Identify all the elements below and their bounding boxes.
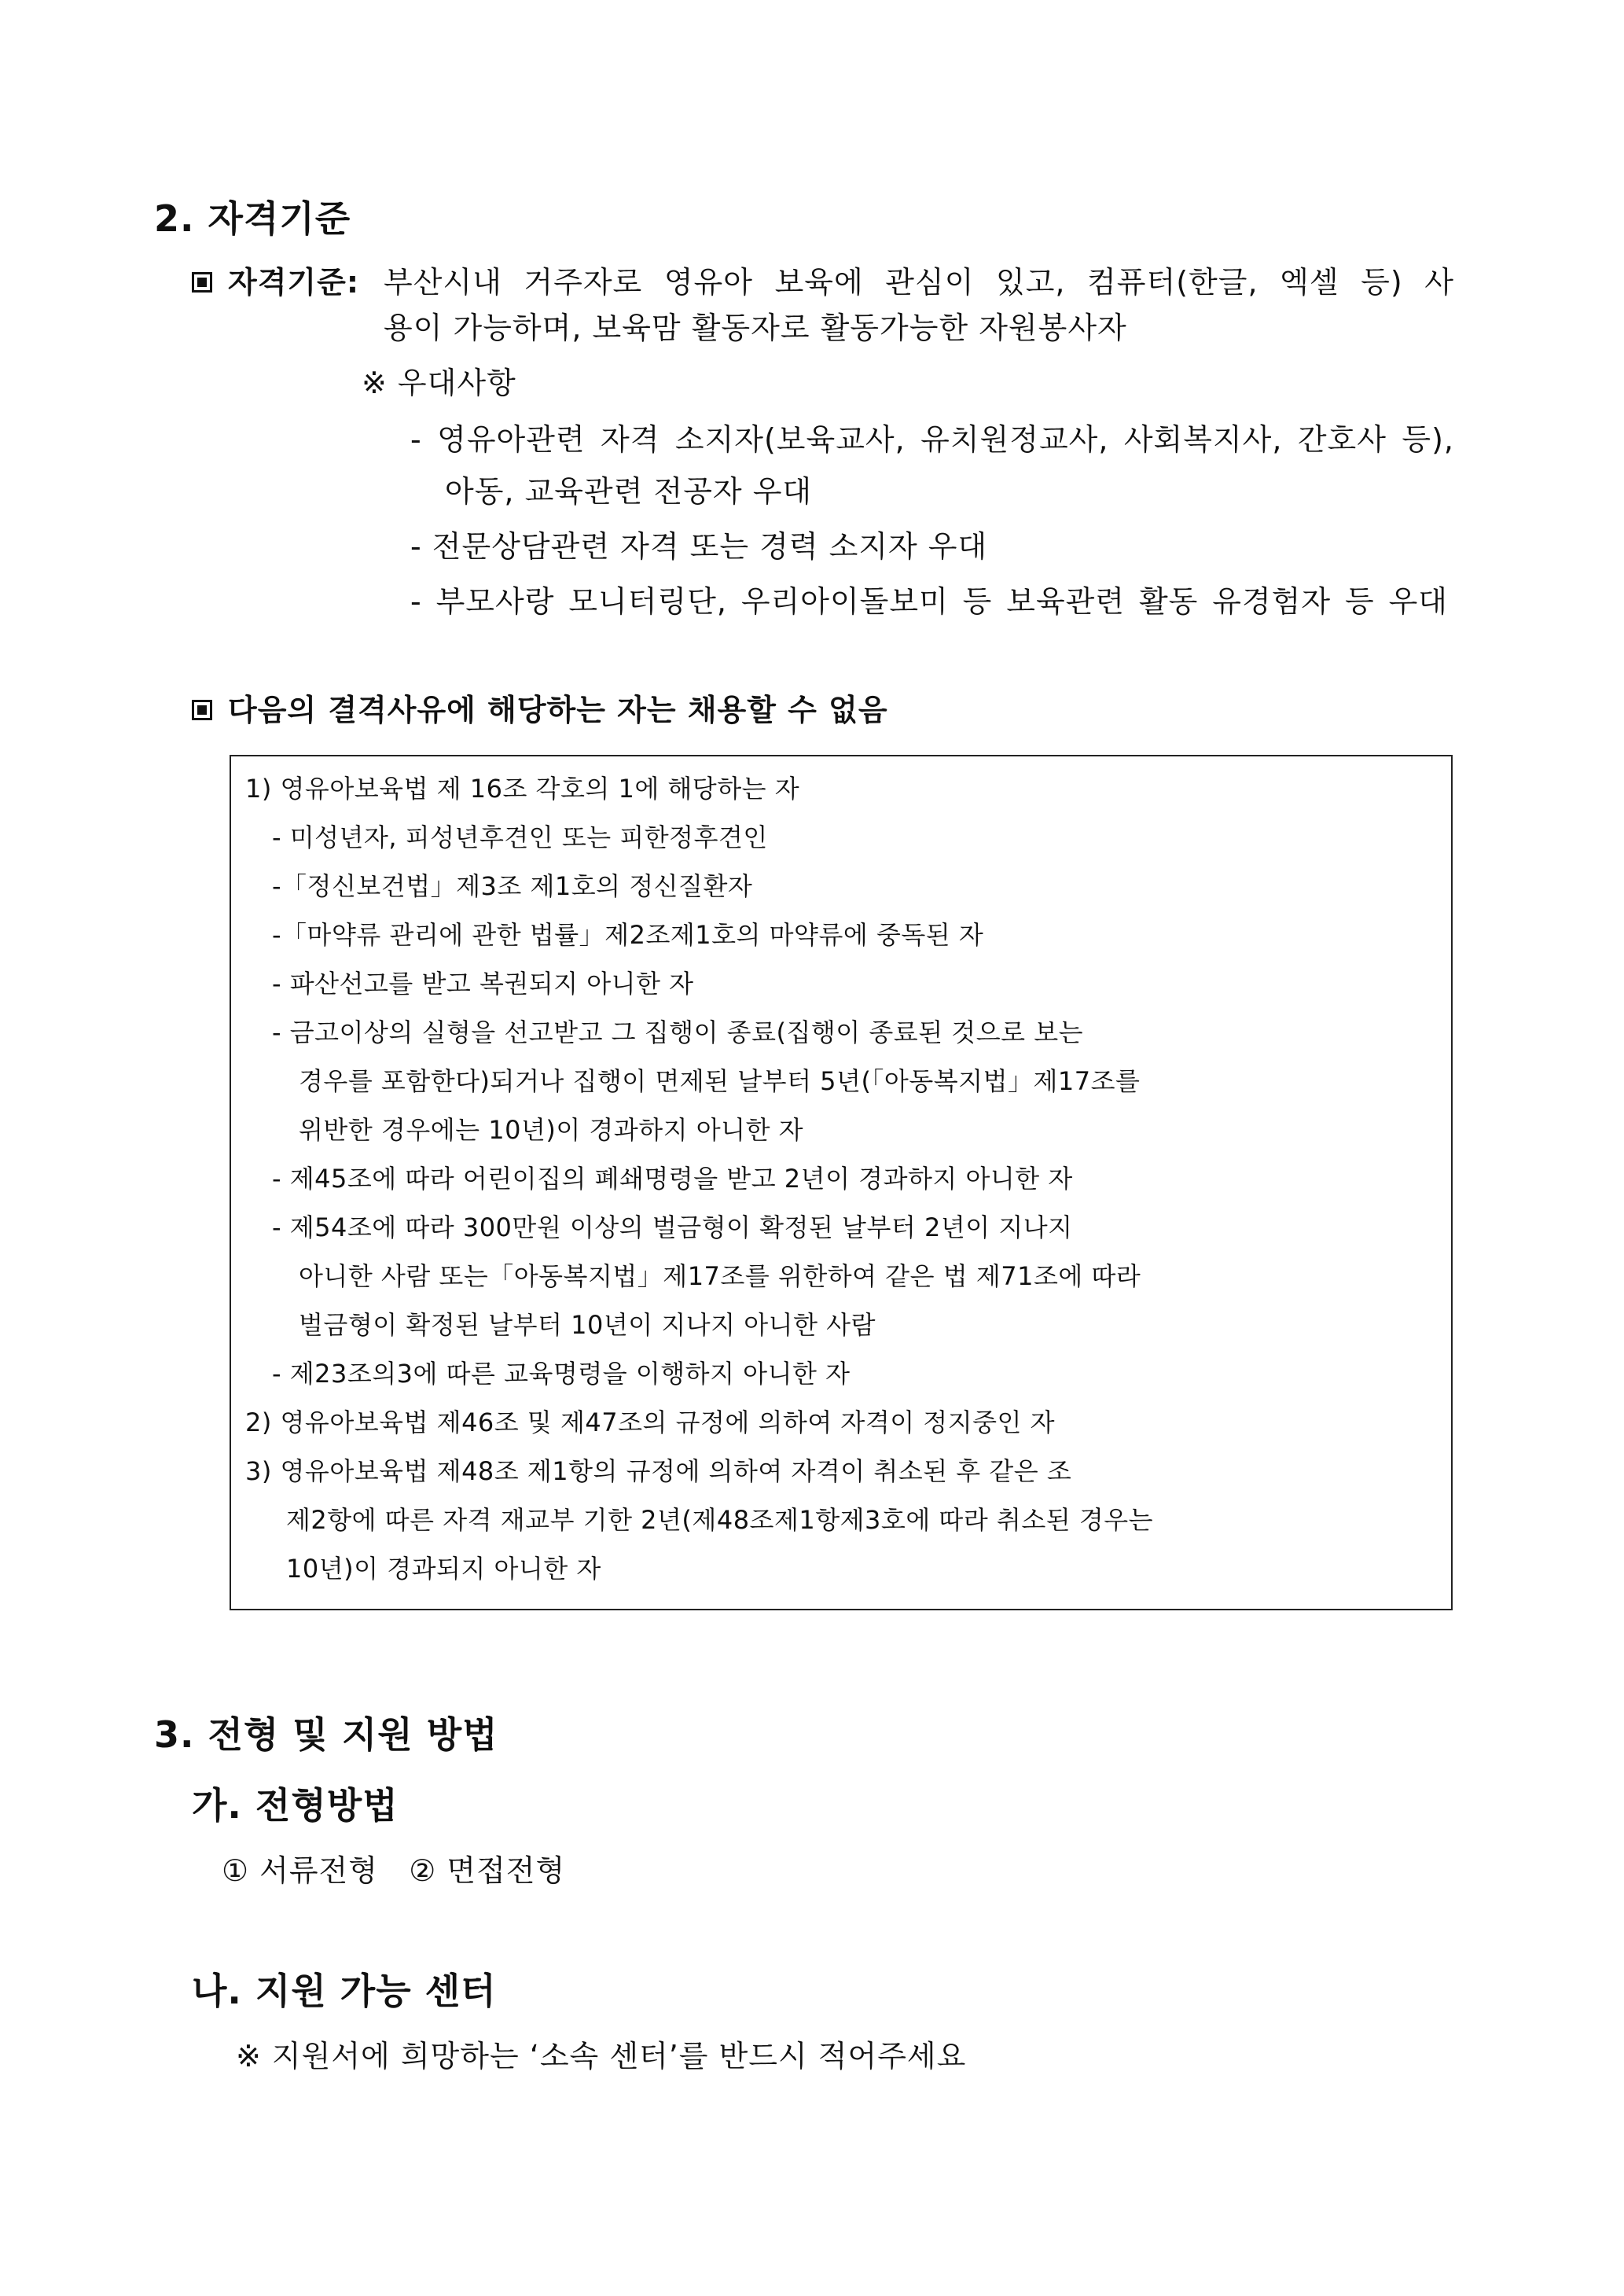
- criteria-line-1: 부산시내 거주자로 영유아 보육에 관심이 있고, 컴퓨터(한글, 엑셀 등) 사: [384, 265, 1454, 300]
- box-line: - 제45조에 따라 어린이집의 폐쇄명령을 받고 2년이 경과하지 아니한 자: [272, 1164, 1073, 1194]
- center-note: ※ 지원서에 희망하는 ‘소속 센터’를 반드시 적어주세요: [236, 2039, 967, 2073]
- square-bullet-icon: [192, 700, 212, 720]
- preference-item-2: - 전문상담관련 자격 또는 경력 소지자 우대: [410, 529, 988, 564]
- box-line: 아니한 사람 또는「아동복지법」제17조를 위한하여 같은 법 제71조에 따라: [299, 1261, 1141, 1291]
- box-line: - 파산선고를 받고 복권되지 아니한 자: [272, 969, 694, 999]
- box-line: 위반한 경우에는 10년)이 경과하지 아니한 자: [299, 1115, 804, 1145]
- sub-a-heading: 가. 전형방법: [192, 1784, 399, 1827]
- box-line: - 제54조에 따라 300만원 이상의 벌금형이 확정된 날부터 2년이 지나지: [272, 1212, 1073, 1242]
- box-line: 10년)이 경과되지 아니한 자: [286, 1554, 601, 1584]
- box-line: -「마약류 관리에 관한 법률」제2조제1호의 마약류에 중독된 자: [272, 920, 984, 950]
- criteria-paragraph: [192, 258, 359, 301]
- criteria-line-2: 용이 가능하며, 보육맘 활동자로 활동가능한 자원봉사자: [384, 311, 1127, 345]
- section-2-heading: 2. 자격기준: [154, 197, 351, 240]
- box-line: 벌금형이 확정된 날부터 10년이 지나지 아니한 사람: [299, 1310, 876, 1340]
- selection-methods: ① 서류전형 ② 면접전형: [222, 1853, 566, 1888]
- criteria-label: 자격기준:: [228, 265, 360, 300]
- disqualification-box: [230, 755, 1453, 1610]
- box-line: - 제23조의3에 따른 교육명령을 이행하지 아니한 자: [272, 1359, 851, 1389]
- disqualification-title-text: 다음의 결격사유에 해당하는 자는 채용할 수 없음: [228, 693, 888, 727]
- disqualification-title: [192, 686, 888, 729]
- preference-title: ※ 우대사항: [362, 366, 516, 400]
- sub-b-heading: 나. 지원 가능 센터: [192, 1970, 497, 2012]
- box-line: - 미성년자, 피성년후견인 또는 피한정후견인: [272, 822, 768, 852]
- box-line: - 금고이상의 실형을 선고받고 그 집행이 종료(집행이 종료된 것으로 보는: [272, 1017, 1084, 1047]
- preference-item-3: - 부모사랑 모니터링단, 우리아이돌보미 등 보육관련 활동 유경험자 등 우대: [410, 584, 1448, 619]
- section-3-heading: 3. 전형 및 지원 방법: [154, 1713, 498, 1756]
- box-line: 3) 영유아보육법 제48조 제1항의 규정에 의하여 자격이 취소된 후 같은 조: [245, 1456, 1072, 1486]
- box-line: 1) 영유아보육법 제 16조 각호의 1에 해당하는 자: [245, 774, 800, 804]
- box-line: 경우를 포함한다)되거나 집행이 면제된 날부터 5년(「아동복지법」제17조를: [299, 1066, 1141, 1096]
- preference-item-1-cont: 아동, 교육관련 전공자 우대: [445, 474, 813, 509]
- square-bullet-icon: [192, 272, 212, 293]
- box-line: 제2항에 따른 자격 재교부 기한 2년(제48조제1항제3호에 따라 취소된 경우는: [286, 1505, 1154, 1535]
- preference-item-1: - 영유아관련 자격 소지자(보육교사, 유치원정교사, 사회복지사, 간호사 등),: [410, 422, 1454, 457]
- box-line: -「정신보건법」제3조 제1호의 정신질환자: [272, 871, 753, 901]
- box-line: 2) 영유아보육법 제46조 및 제47조의 규정에 의하여 자격이 정지중인 자: [245, 1407, 1056, 1437]
